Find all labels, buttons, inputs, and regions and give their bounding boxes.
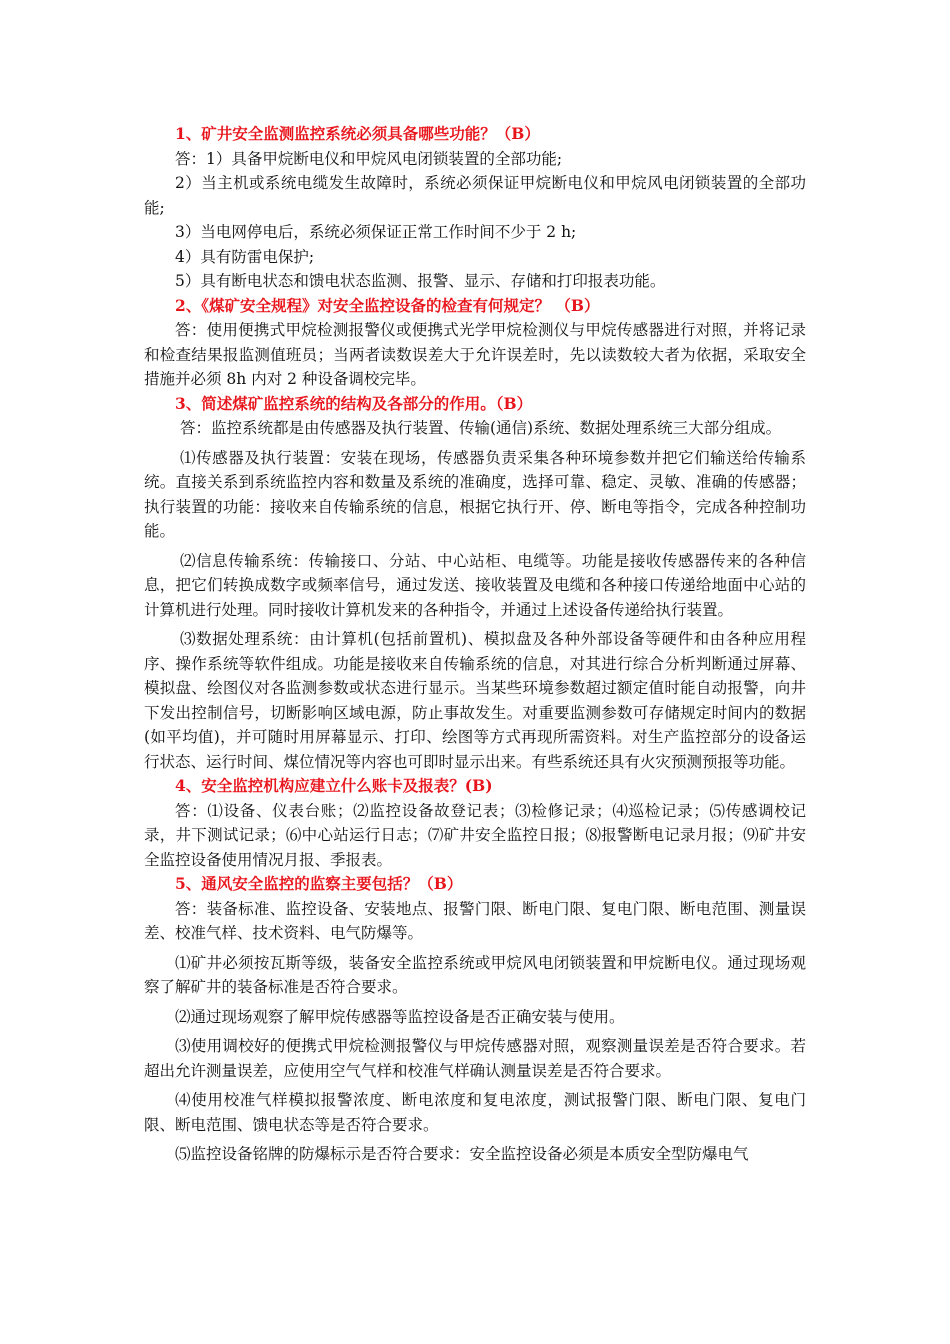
answer-1-line-1: 答：1）具备甲烷断电仪和甲烷风电闭锁装置的全部功能; — [175, 149, 563, 168]
question-1-title: 1、矿井安全监测监控系统必须具备哪些功能？（B） — [175, 124, 540, 143]
answer-3-part-3: ⑶数据处理系统：由计算机(包括前置机)、模拟盘及各种外部设备等硬件和由各种应用程序、操作系统等软件组成。功能是接收来自传输系统的信息，对其进行综合分析判断通过屏幕、模拟盘、绘图仪对各监测参数或状态进行显示。当某些环境参数超过额定值时能自动报警，向井下发出控制信号，切断影响区域电源，防止事故发生。对重要监测参数可存储规定时间内的数据(如平均值)，并可随时用屏幕显示、打印、绘图等方式再现所需资料。对生产监控部分的设备运行状态、运行时间、煤位情况等内容也可即时显示出来。有些系统还具有火灾预测预报等功能。 — [144, 630, 806, 771]
answer-3-part-1: ⑴传感器及执行装置：安装在现场，传感器负责采集各种环境参数并把它们输送给传输系统。直接关系到系统监控内容和数量及系统的准确度，选择可靠、稳定、灵敏、准确的传感器；执行装置的功能：接收来自传输系统的信息，根据它执行开、停、断电等指令，完成各种控制功能。 — [144, 448, 806, 540]
question-3-title: 3、简述煤矿监控系统的结构及各部分的作用。（B） — [175, 393, 533, 413]
answer-5-part-2: ⑵通过现场观察了解甲烷传感器等监控设备是否正确安装与使用。 — [175, 1007, 625, 1026]
answer-5-part-1: ⑴矿井必须按瓦斯等级，装备安全监控系统或甲烷风电闭锁装置和甲烷断电仪。通过现场观察了解矿井的装备标准是否符合要求。 — [144, 953, 806, 996]
answer-5-intro: 答：装备标准、监控设备、安装地点、报警门限、断电门限、复电门限、断电范围、测量误差、校准气样、技术资料、电气防爆等。 — [144, 899, 806, 942]
answer-1-line-5: 5）具有断电状态和馈电状态监测、报警、显示、存储和打印报表功能。 — [175, 272, 666, 290]
question-2-title: 2、《煤矿安全规程》对安全监控设备的检查有何规定？ （B） — [175, 295, 600, 315]
answer-1-line-4: 4）具有防雷电保护; — [175, 247, 315, 266]
answer-5-part-5: ⑸监控设备铭牌的防爆标示是否符合要求：安全监控设备必须是本质安全型防爆电气 — [175, 1145, 749, 1163]
question-4-title: 4、安全监控机构应建立什么账卡及报表？(B) — [175, 776, 493, 795]
answer-1-line-3: 3）当电网停电后，系统必须保证正常工作时间不少于 2 h; — [175, 223, 577, 241]
answer-3-intro: 答：监控系统都是由传感器及执行装置、传输(通信)系统、数据处理系统三大部分组成。 — [180, 419, 782, 437]
answer-4: 答：⑴设备、仪表台账；⑵监控设备故登记表；⑶检修记录；⑷巡检记录；⑸传感调校记录，井下测试记录；⑹中心站运行日志；⑺矿井安全监控日报；⑻报警断电记录月报；⑼矿井安全监控设备使用情况月报、季报表。 — [144, 801, 806, 869]
answer-1-line-2: 2）当主机或系统电缆发生故障时，系统必须保证甲烷断电仪和甲烷风电闭锁装置的全部功能; — [144, 174, 806, 217]
document-page — [144, 122, 806, 1167]
question-5-title: 5、通风安全监控的监察主要包括？（B） — [175, 874, 463, 893]
answer-2: 答：使用便携式甲烷检测报警仪或便携式光学甲烷检测仪与甲烷传感器进行对照，并将记录和检查结果报监测值班员；当两者读数误差大于允许误差时，先以读数较大者为依据，采取安全措施并必须 8h 内对 2 种设备调校完毕。 — [144, 321, 806, 388]
answer-5-part-3: ⑶使用调校好的便携式甲烷检测报警仪与甲烷传感器对照，观察测量误差是否符合要求。若超出允许测量误差，应使用空气气样和校准气样确认测量误差是否符合要求。 — [144, 1037, 806, 1080]
answer-5-part-4: ⑷使用校准气样模拟报警浓度、断电浓度和复电浓度，测试报警门限、断电门限、复电门限、断电范围、馈电状态等是否符合要求。 — [144, 1091, 806, 1134]
answer-3-part-2: ⑵信息传输系统：传输接口、分站、中心站柜、电缆等。功能是接收传感器传来的各种信息，把它们转换成数字或频率信号，通过发送、接收装置及电缆和各种接口传递给地面中心站的计算机进行处理。同时接收计算机发来的各种指令，并通过上述设备传递给执行装置。 — [144, 551, 806, 619]
